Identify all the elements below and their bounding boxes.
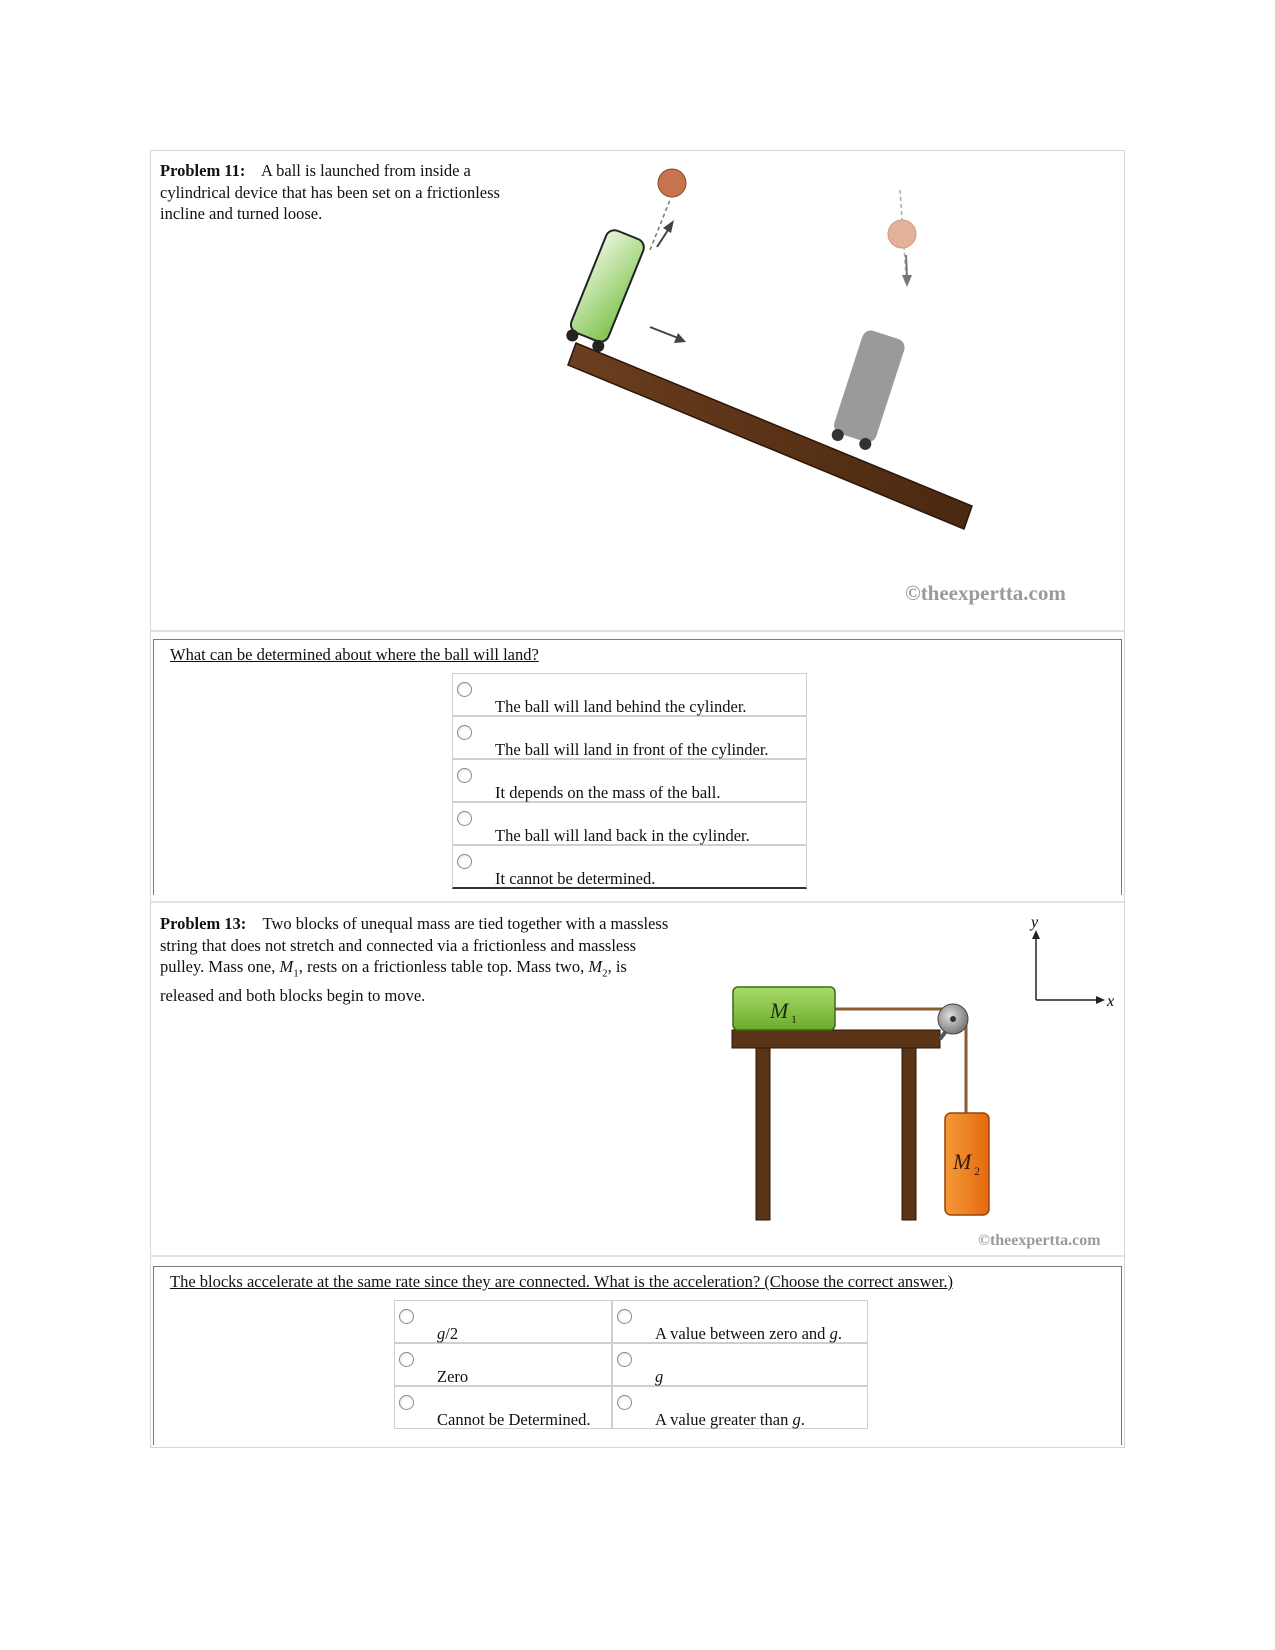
option-13-2[interactable] [394,1343,612,1386]
divider [151,630,1124,632]
pulley-axle [950,1016,956,1022]
mass-1-subscript: 1 [791,1012,797,1026]
launch-arrowhead [663,220,674,233]
option-13-1[interactable] [612,1300,868,1343]
option-label: Zero [437,1367,469,1386]
option-label: A value greater than g. [655,1410,805,1429]
radio-button[interactable] [399,1352,414,1367]
option-13-5[interactable] [612,1386,868,1429]
problem-13-diagram [730,915,1120,1235]
option-13-4[interactable] [394,1386,612,1429]
ghost-arrowhead [902,275,912,287]
option-13-0[interactable] [394,1300,612,1343]
radio-button[interactable] [457,854,472,869]
m2-subscript: 2 [602,967,608,980]
table-leg-left [756,1048,770,1220]
option-label: The ball will land in front of the cylinder. [495,740,769,759]
radio-button[interactable] [457,725,472,740]
launch-cylinder [565,228,647,354]
radio-button[interactable] [457,682,472,697]
problem-13-question: The blocks accelerate at the same rate since they are connected. What is the acceleration? (Choose the correct answer.) [170,1272,954,1291]
problem-11-title: Problem 11: [160,161,246,180]
y-axis-label: y [1031,914,1039,931]
mass-1-label: M [770,998,789,1023]
option-13-3[interactable] [612,1343,868,1386]
option-11-0[interactable] [452,673,807,716]
m1-symbol: M [279,957,294,976]
y-axis-arrowhead [1032,930,1040,939]
ghost-ball [888,220,916,248]
option-11-4[interactable] [452,845,807,889]
option-label: Cannot be Determined. [437,1410,591,1429]
option-label: It cannot be determined. [495,869,656,888]
problem-11-text: A ball is launched from inside a cylindrical device that has been set on a frictionless incline and turned loose. [160,161,500,223]
problem-13-text-c: , is released and both blocks begin to move. [160,957,627,1005]
radio-button[interactable] [457,811,472,826]
problem-13-watermark: ©theexpertta.com [978,1232,1101,1249]
option-label: It depends on the mass of the ball. [495,783,721,802]
ball [658,169,686,197]
table-top [732,1030,940,1048]
option-11-2[interactable] [452,759,807,802]
radio-button[interactable] [399,1309,414,1324]
ghost-cylinder [829,328,907,452]
problem-13-title: Problem 13: [160,914,247,933]
x-axis-arrowhead [1096,996,1105,1004]
mass-2-subscript: 2 [974,1164,980,1178]
problem-13-text-a: Two blocks of unequal mass are tied together with a massless string that does not stretch and connected via a frictionless and massless pulley. Mass one, [160,914,669,976]
radio-button[interactable] [399,1395,414,1410]
divider [151,901,1124,903]
option-label: The ball will land behind the cylinder. [495,697,747,716]
table-leg-right [902,1048,916,1220]
option-11-1[interactable] [452,716,807,759]
problem-11-statement [160,160,515,225]
m1-subscript: 1 [293,967,299,980]
m2-symbol: M [588,957,603,976]
mass-2-label: M [953,1149,972,1174]
incline-board [568,343,972,529]
ghost-arrow [906,255,907,277]
option-label: g [655,1367,664,1386]
problem-11-question: What can be determined about where the ball will land? [170,645,539,664]
option-11-3[interactable] [452,802,807,845]
option-label: A value between zero and g. [655,1324,842,1343]
problem-13-statement [160,913,680,1006]
radio-button[interactable] [617,1395,632,1410]
problem-11-diagram [560,165,1120,545]
divider [151,1255,1124,1257]
problem-11-watermark: ©theexpertta.com [905,581,1066,605]
radio-button[interactable] [457,768,472,783]
problem-13-text-b: , rests on a frictionless table top. Mass two, [298,957,589,976]
option-label: g/2 [437,1324,459,1343]
radio-button[interactable] [617,1352,632,1367]
option-label: The ball will land back in the cylinder. [495,826,750,845]
radio-button[interactable] [617,1309,632,1324]
x-axis-label: x [1107,993,1115,1010]
cylinder-velocity-arrow [650,327,678,338]
